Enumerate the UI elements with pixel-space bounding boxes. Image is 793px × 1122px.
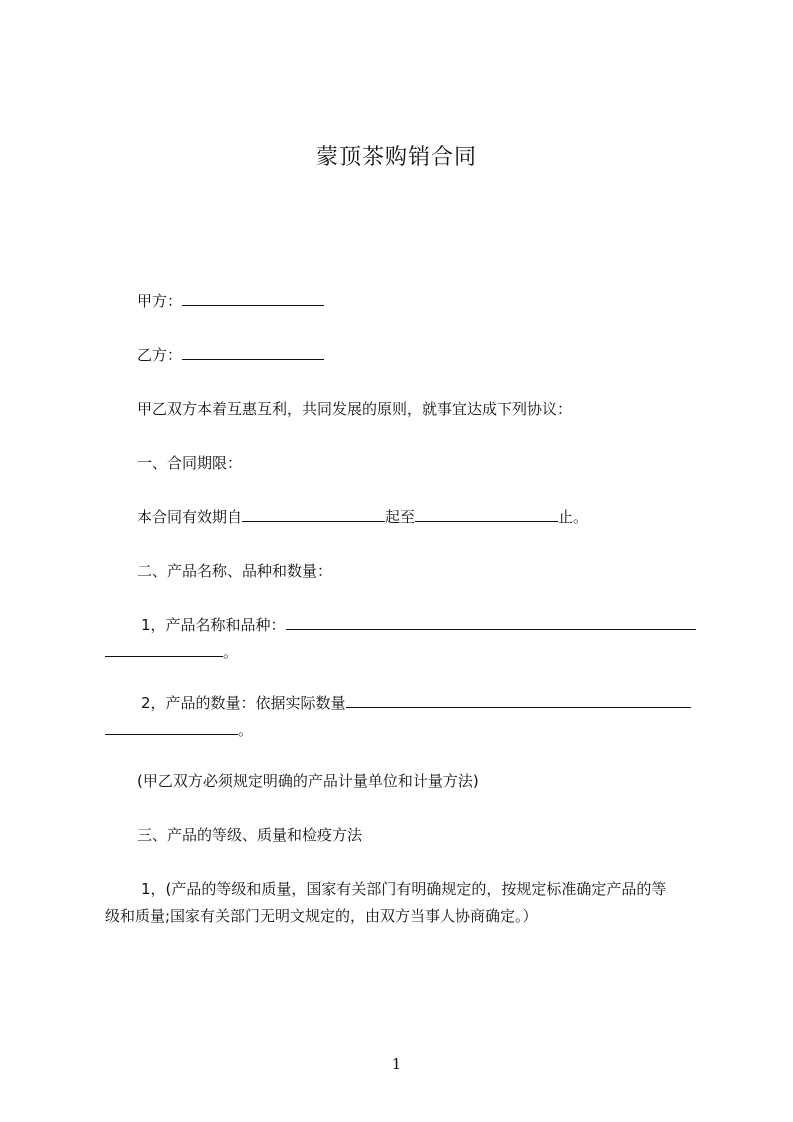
- section2-item1-continuation: [105, 642, 238, 662]
- section2-item2-line: [141, 693, 691, 713]
- section1-term-line: [137, 507, 588, 527]
- party-b-line: [137, 345, 324, 365]
- section3-item1-line2: 级和质量;国家有关部门无明文规定的，由双方当事人协商确定。）: [105, 907, 538, 925]
- section3-heading: 三、产品的等级、质量和检疫方法: [137, 826, 363, 844]
- section2-item2-continuation: [105, 720, 253, 740]
- party-b-blank: [182, 345, 324, 360]
- term-end-blank: [415, 507, 558, 522]
- intro-paragraph: 甲乙双方本着互惠互利，共同发展的原则，就事宜达成下列协议：: [137, 400, 573, 418]
- product-name-blank: [286, 615, 696, 630]
- party-a-line: [137, 291, 324, 311]
- section1-heading: 一、合同期限：: [137, 454, 243, 472]
- section3-item1-line1: 1，(产品的等级和质量，国家有关部门有明确规定的，按规定标准确定产品的等: [141, 880, 667, 898]
- product-name-label: 1，产品名称和品种：: [141, 616, 286, 634]
- party-a-blank: [182, 291, 324, 306]
- term-mid-text: 起至: [385, 508, 416, 526]
- term-end-text: 止。: [558, 508, 589, 526]
- product-name-blank-cont: [105, 642, 223, 657]
- section2-note: (甲乙双方必须规定明确的产品计量单位和计量方法): [137, 772, 479, 790]
- document-title: 蒙顶茶购销合同: [315, 145, 477, 170]
- section2-heading: 二、产品名称、品种和数量：: [137, 562, 333, 580]
- party-b-label: 乙方：: [137, 346, 183, 364]
- page-number: 1: [391, 1055, 402, 1073]
- product-quantity-end: 。: [238, 721, 254, 739]
- party-a-label: 甲方：: [137, 292, 183, 310]
- product-quantity-label: 2，产品的数量：依据实际数量: [141, 694, 346, 712]
- product-name-end: 。: [223, 643, 239, 661]
- section2-item1-line: [141, 615, 696, 635]
- product-quantity-blank: [346, 693, 691, 708]
- product-quantity-blank-cont: [105, 720, 238, 735]
- term-start-text: 本合同有效期自: [137, 508, 243, 526]
- term-start-blank: [242, 507, 385, 522]
